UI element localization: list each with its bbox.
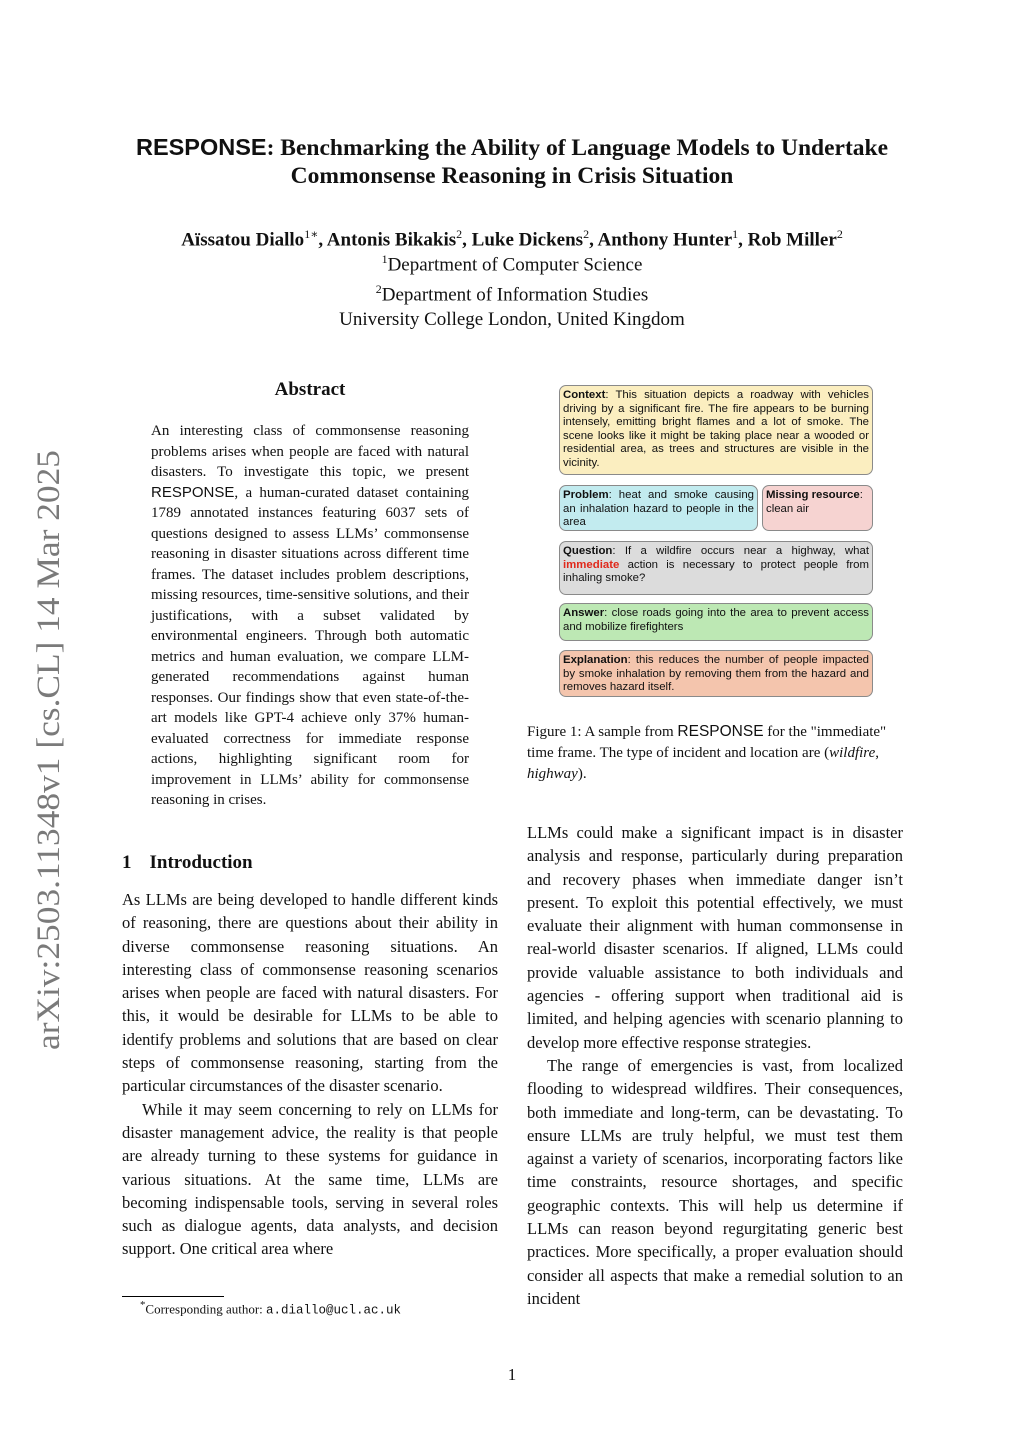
page-number: 1 (507, 1365, 517, 1384)
author-separator: , (462, 229, 472, 251)
problem-text: : heat and smoke causing an inhalation hazard to people in the area (563, 489, 754, 529)
affiliation-text: Department of Information Studies (381, 284, 649, 306)
author-name: Anthony Hunter (597, 229, 733, 251)
arxiv-stamp (28, 445, 68, 1055)
caption-dataset-name: RESPONSE (677, 723, 764, 740)
figure-problem-box (559, 485, 758, 531)
affiliation-3: University College London, United Kingdom (339, 308, 685, 330)
missing-resource-text: : clean air (766, 489, 863, 515)
author-name: Aïssatou Diallo (181, 229, 305, 251)
right-column-text (527, 821, 903, 1310)
abstract-dataset-name: RESPONSE (151, 483, 235, 501)
abstract-body (151, 421, 469, 811)
figure-missing-resource-box (762, 485, 873, 531)
author-name: Rob Miller (747, 229, 837, 251)
affiliation-mark: 2 (375, 282, 382, 297)
author-affil-mark: 1∗ (304, 227, 319, 241)
answer-text: : close roads going into the area to prevent access and mobilize firefighters (563, 607, 869, 633)
caption-text: , (875, 745, 879, 761)
explanation-label: Explanation (563, 654, 628, 666)
left-column-text (122, 888, 498, 1261)
question-text: : If a wildfire occurs near a highway, what (612, 545, 869, 557)
figure-explanation-box (559, 650, 873, 697)
context-text: : This situation depicts a roadway with vehicles driving by a significant fire. The fire appears to be burning intensely, emitting bright flames and a lot of smoke. The scene looks like it might be taking place near a wooded or residential area, as trees and structures are visible in the vicinity. (563, 389, 869, 469)
author-separator: , (738, 229, 748, 251)
author-name: Luke Dickens (471, 229, 584, 251)
author-affil-mark: 2 (836, 227, 843, 241)
missing-resource-label: Missing resource (766, 489, 860, 501)
title-dataset-name: RESPONSE (135, 134, 267, 160)
author-separator: , (589, 229, 598, 251)
question-text: action is necessary to protect people from inhaling smoke? (563, 558, 869, 585)
footnote-text: Corresponding author: (145, 1301, 267, 1317)
author-affil-mark: 2 (456, 227, 463, 241)
footnote-mark: * (140, 1299, 146, 1311)
author-separator: , (318, 229, 327, 251)
title-line2: Commonsense Reasoning in Crisis Situation (290, 163, 734, 189)
context-label: Context (563, 389, 606, 401)
caption-location: highway (527, 766, 578, 782)
paragraph: As LLMs are being developed to handle different kinds of reasoning, there are questions about their ability in diverse commonsense reasoning situations. An interesting class of commonsense reasoning scenarios arises when people are faced with natural disasters. For this, it would be desirable for LLMs to be able to identify problems and solutions that are based on clear steps of commonsense reasoning, starting from the particular circumstances of the disaster scenario. (122, 890, 498, 1096)
caption-incident: wildfire (829, 745, 876, 761)
figure-context-box (559, 385, 873, 475)
problem-label: Problem (563, 489, 609, 501)
affiliations (110, 247, 914, 332)
affiliation-2 (110, 277, 914, 307)
explanation-text: : this reduces the number of people impacted by smoke inhalation by removing them from the hazard and removes hazard itself. (563, 654, 869, 694)
question-highlight: immediate (563, 558, 620, 571)
abstract-text: An interesting class of commonsense reasoning problems arises when people are faced with natural disasters. To investigate this topic, we present (151, 423, 469, 480)
paper-title (110, 133, 914, 190)
corresponding-email[interactable]: a.diallo@ucl.ac.uk (266, 1303, 402, 1318)
figure-caption (527, 721, 903, 785)
caption-text: for the "immediate" time frame. The type of incident and location are ( (527, 724, 887, 761)
footnote (140, 1299, 401, 1317)
section-number: 1 (122, 852, 132, 873)
affiliation-mark: 1 (381, 252, 388, 266)
arxiv-stamp-text: arXiv:2503.11348v1 [cs.CL] 14 Mar 2025 (31, 490, 67, 1050)
section-heading-introduction (122, 852, 253, 874)
paragraph: The range of emergencies is vast, from localized flooding to widespread wildfires. Their consequences, both immediate and long-term, can be devastating. To ensure LLMs are truly helpful, we must test them against a variety of scenarios, incorporating factors like time constraints, resource shortages, and specific geographic contexts. This will help us determine if LLMs can reason beyond regurgitating generic best practices. More specifically, a proper evaluation should consider all aspects that make a remedial solution to an incident (527, 1055, 903, 1308)
caption-text: ). (577, 766, 587, 782)
arxiv-stamp-svg (28, 445, 68, 1055)
figure-question-box (559, 541, 873, 595)
abstract-heading: Abstract (274, 379, 346, 400)
paragraph: While it may seem concerning to rely on LLMs for disaster management advice, the reality is that people are already turning to these systems for guidance in various situations. At the same time, LLMs are becoming indispensable tools, serving in several roles such as dialogue agents, data analysts, and decision support. One critical area where (122, 1099, 498, 1259)
figure-answer-box (559, 603, 873, 641)
author-affil-mark: 2 (583, 227, 590, 241)
affiliation-1 (110, 247, 914, 277)
author-name: Antonis Bikakis (326, 229, 457, 251)
answer-label: Answer (563, 607, 605, 619)
author-affil-mark: 1 (732, 227, 739, 241)
paragraph: LLMs could make a significant impact is in disaster analysis and response, particularly during preparation and recovery phases when immediate danger isn’t present. To exploit this potential effectively, we must evaluate their alignment with human commonsense in real-world disaster scenarios. If aligned, LLMs could provide valuable assistance to both individuals and agencies - offering support when traditional aid is limited, and helping agencies with scenario planning to develop more effective response strategies. (527, 823, 903, 1052)
abstract-text: , a human-curated dataset containing 1789 annotated instances featuring 6037 sets of questions designed to assess LLMs’ commonsense reasoning in disaster situations across different time frames. The dataset includes problem descriptions, missing resources, time-sensitive solutions, and their justifications, with a subset validated by environmental engineers. Through both automatic metrics and human evaluation, we compare LLM-generated recommendations against human responses. Our findings show that even state-of-the-art models like GPT-4 achieve only 37% human-evaluated correctness for immediate response actions, highlighting significant room for improvement in LLMs’ ability for commonsense reasoning in crises. (151, 484, 469, 808)
title-line1: : Benchmarking the Ability of Language Models to Undertake (266, 135, 889, 161)
affiliation-text: Department of Computer Science (387, 254, 643, 276)
question-label: Question (563, 545, 613, 557)
section-title: Introduction (149, 852, 253, 873)
footnote-rule (122, 1296, 224, 1297)
caption-text: Figure 1: A sample from (527, 724, 678, 740)
